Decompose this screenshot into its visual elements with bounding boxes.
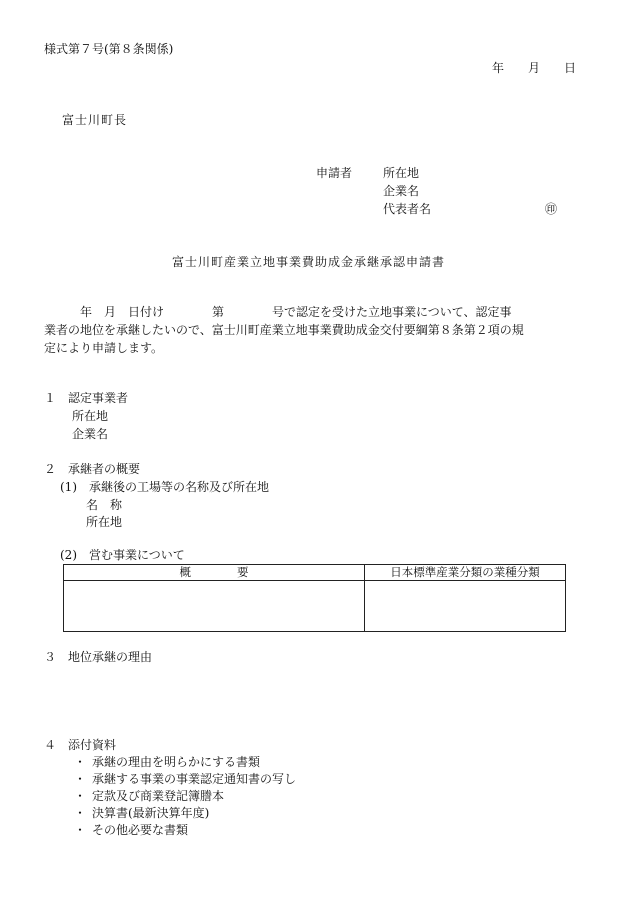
bullet-3: ・: [74, 789, 87, 803]
section1-address-label: 所在地: [72, 409, 109, 423]
applicant-address-label: 所在地: [383, 166, 420, 180]
table-header-industry: 日本標準産業分類の業種分類: [365, 565, 566, 581]
date-line: 年 月 日: [492, 61, 577, 75]
table-row: [64, 581, 566, 632]
table-header-row: [64, 565, 566, 581]
list-item: 承継の理由を明らかにする書類: [92, 755, 261, 769]
bullet-5: ・: [74, 823, 87, 837]
section2-sub1: (1) 承継後の工場等の名称及び所在地: [60, 480, 269, 494]
section4-heading: ４ 添付資料: [44, 738, 117, 752]
body-line-1: 年 月 日付け 第 号で認定を受けた立地事業について、認定事: [44, 305, 512, 319]
section1-heading: １ 認定事業者: [44, 391, 129, 405]
section2-heading: ２ 承継者の概要: [44, 462, 141, 476]
document-title: 富士川町産業立地事業費助成金承継承認申請書: [172, 255, 446, 269]
section2-name-label: 名 称: [86, 498, 123, 512]
applicant-rep-label: 代表者名: [383, 202, 432, 216]
overview-cell[interactable]: [64, 581, 365, 632]
bullet-2: ・: [74, 772, 87, 786]
list-item: 決算書(最新決算年度): [92, 806, 210, 820]
section1-company-label: 企業名: [72, 427, 109, 441]
list-item: その他必要な書類: [92, 823, 189, 837]
industry-cell[interactable]: [365, 581, 566, 632]
addressee: 富士川町長: [62, 113, 128, 127]
list-item: 定款及び商業登記簿謄本: [92, 789, 225, 803]
body-line-3: 定により申請します。: [44, 341, 164, 355]
seal-mark: ㊞: [545, 202, 558, 216]
bullet-1: ・: [74, 755, 87, 769]
form-number: 様式第７号(第８条関係): [44, 42, 174, 56]
business-table: [63, 564, 566, 632]
body-line-2: 業者の地位を承継したいので、富士川町産業立地事業費助成金交付要綱第８条第２項の規: [44, 323, 524, 337]
section3-heading: ３ 地位承継の理由: [44, 650, 153, 664]
table-header-overview: 概 要: [64, 565, 365, 581]
applicant-company-label: 企業名: [383, 184, 420, 198]
bullet-4: ・: [74, 806, 87, 820]
section2-sub2: (2) 営む事業について: [60, 548, 185, 562]
section2-address-label: 所在地: [86, 515, 123, 529]
list-item: 承継する事業の事業認定通知書の写し: [92, 772, 297, 786]
applicant-label: 申請者: [316, 166, 353, 180]
